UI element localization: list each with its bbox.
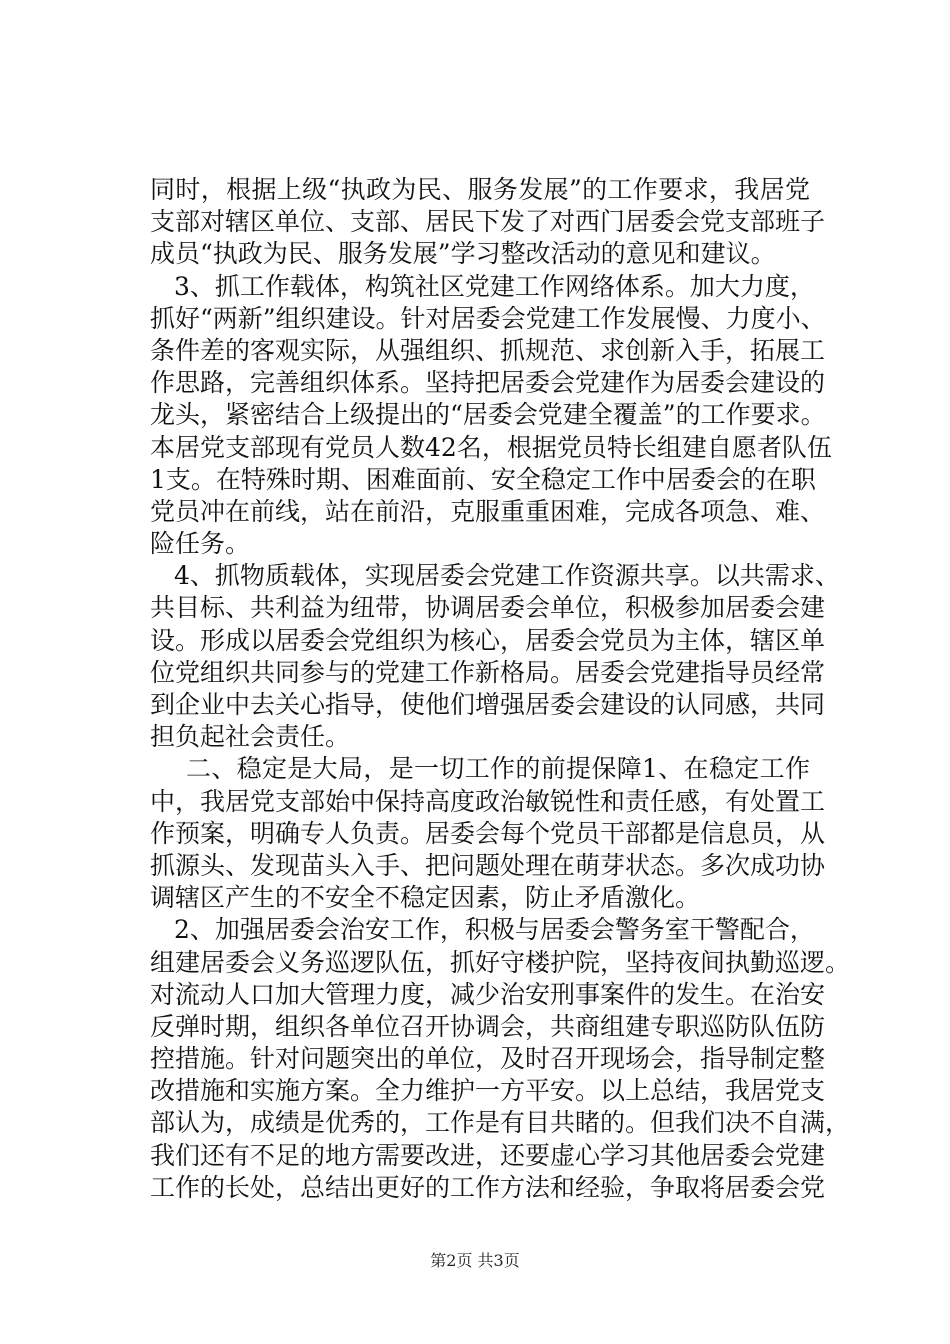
text-line: 担负起社会责任。 <box>150 722 351 752</box>
text-line: 共目标、共利益为纽带，协调居委会单位，积极参加居委会建 <box>150 593 826 623</box>
text-line: 1支。在特殊时期、困难面前、安全稳定工作中居委会的在职 <box>150 464 816 494</box>
text-line: 本居党支部现有党员人数42名，根据党员特长组建自愿者队伍 <box>150 432 832 462</box>
text-line: 条件差的客观实际，从强组织、抓规范、求创新入手，拓展工 <box>150 335 826 365</box>
text-line: 位党组织共同参与的党建工作新格局。居委会党建指导员经常 <box>150 657 826 687</box>
text-line: 部认为，成绩是优秀的，工作是有目共睹的。但我们决不自满， <box>150 1108 851 1138</box>
text-line: 控措施。针对问题突出的单位，及时召开现场会，指导制定整 <box>150 1044 826 1074</box>
text-line: 作预案，明确专人负责。居委会每个党员干部都是信息员，从 <box>150 818 826 848</box>
text-line: 作思路，完善组织体系。坚持把居委会党建作为居委会建设的 <box>150 368 826 398</box>
text-line: 抓源头、发现苗头入手、把问题处理在萌芽状态。多次成功协 <box>150 850 826 880</box>
text-line: 同时，根据上级“执政为民、服务发展”的工作要求，我居党 <box>150 175 810 204</box>
page-footer: 第2页 共3页 <box>430 1251 520 1270</box>
text-line: 对流动人口加大管理力度，减少治安刑事案件的发生。在治安 <box>150 979 826 1009</box>
text-line: 抓好“两新”组织建设。针对居委会党建工作发展慢、力度小、 <box>150 303 826 333</box>
text-line: 4、抓物质载体，实现居委会党建工作资源共享。以共需求、 <box>174 561 840 591</box>
text-line: 中，我居党支部始中保持高度政治敏锐性和责任感，有处置工 <box>150 786 826 816</box>
text-line: 成员“执政为民、服务发展”学习整改活动的意见和建议。 <box>150 239 776 269</box>
text-line: 3、抓工作载体，构筑社区党建工作网络体系。加大力度， <box>174 271 815 301</box>
text-line: 党员冲在前线，站在前沿，克服重重困难，完成各项急、难、 <box>150 496 826 526</box>
text-line: 设。形成以居委会党组织为核心，居委会党员为主体，辖区单 <box>150 625 826 655</box>
text-line: 改措施和实施方案。全力维护一方平安。以上总结，我居党支 <box>150 1076 826 1106</box>
text-line: 我们还有不足的地方需要改进，还要虚心学习其他居委会党建 <box>150 1140 826 1170</box>
text-line: 工作的长处，总结出更好的工作方法和经验，争取将居委会党 <box>150 1172 826 1202</box>
text-line: 到企业中去关心指导，使他们增强居委会建设的认同感，共同 <box>150 690 826 719</box>
text-line: 险任务。 <box>150 529 251 559</box>
document-body <box>150 174 851 1204</box>
text-line: 龙头，紧密结合上级提出的“居委会党建全覆盖”的工作要求。 <box>150 400 826 430</box>
text-line: 支部对辖区单位、支部、居民下发了对西门居委会党支部班子 <box>150 207 826 237</box>
text-line: 反弹时期，组织各单位召开协调会，共商组建专职巡防队伍防 <box>150 1011 826 1041</box>
text-line: 调辖区产生的不安全不稳定因素，防止矛盾激化。 <box>150 883 701 913</box>
text-line: 2、加强居委会治安工作，积极与居委会警务室干警配合， <box>174 915 815 945</box>
text-line: 组建居委会义务巡逻队伍，抓好守楼护院，坚持夜间执勤巡逻。 <box>150 947 851 977</box>
text-line: 二、稳定是大局，是一切工作的前提保障1、在稳定工作 <box>186 754 810 784</box>
